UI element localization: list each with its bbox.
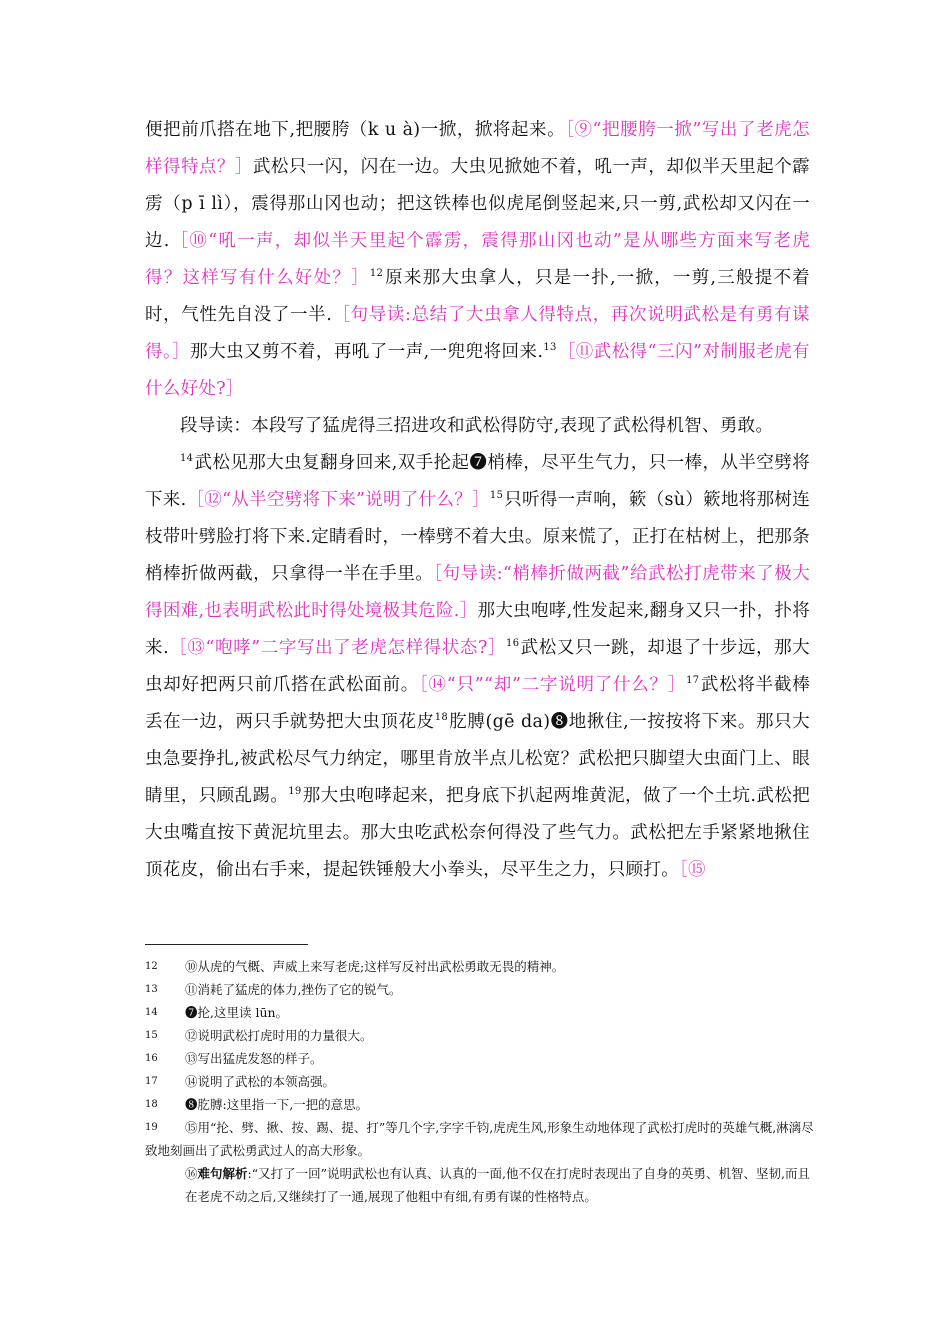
footnote-ref: 14 — [180, 453, 194, 465]
footnote — [145, 1047, 815, 1070]
footnote-number: 12 — [145, 961, 158, 972]
footnote-number: 17 — [145, 1076, 158, 1087]
footnote-ref: 19 — [288, 786, 302, 798]
footnote-text: ⑬写出猛虎发怒的样子。 — [185, 1051, 323, 1066]
body-run: 那大虫咆哮起来，把身底下扒起两堆黄泥，做了一个土坑.武松把大虫嘴直按下黄泥坑里去。那大虫吃武松奈何得没了些气力。武松把左手紧紧地揪住顶花皮，偷出右手来，提起铁锤般大小拳头，尽平生之力，只顾打。 — [145, 786, 810, 880]
footnote-number: 13 — [145, 984, 158, 995]
guide-question: ［⑬“咆哮”二字写出了老虎怎样得状态?］ — [168, 638, 507, 658]
body-run: 武松将半截棒丢在一边，两只手就势把大虫顶花皮 — [145, 675, 810, 732]
footnote — [145, 1070, 815, 1093]
main-text — [145, 112, 810, 889]
body-run: 肐膊(gē da)❽地揪住,一按按将下来。那只大虫急要挣扎,被武松尽气力纳定，哪里肯放半点儿松宽？武松把只脚望大虫面门上、眼睛里，只顾乱踢。 — [145, 712, 810, 806]
footnote-text: ❽肐膊:这里指一下,一把的意思。 — [185, 1097, 369, 1112]
guide-question: ［⑩“吼一声，却似半天里起个霹雳，震得那山冈也动”是从哪些方面来写老虎得？这样写有什么好处？］ — [145, 231, 810, 288]
footnote-ref: 17 — [686, 675, 700, 687]
body-run: 武松只一闪，闪在一边。大虫见掀她不着，吼一声，却似半天里起个霹雳（p ī lì），震得那山冈也动；把这铁棒也似虎尾倒竖起来,只一剪,武松却又闪在一边. — [145, 157, 810, 251]
footnotes — [145, 955, 815, 1208]
body-run: 便把前爪搭在地下,把腰胯（k u à)一掀，掀将起来。 — [145, 120, 566, 140]
footnote — [145, 978, 815, 1001]
footnote-text: ⑫说明武松打虎时用的力量很大。 — [185, 1028, 373, 1043]
note-lead: ⑯ — [185, 1166, 198, 1181]
footnote-number: 16 — [145, 1053, 158, 1064]
footnote-text: ⑩从虎的气概、声威上来写老虎;这样写反衬出武松勇敢无畏的精神。 — [185, 959, 565, 974]
guide-question: ［句导读:“梢棒折做两截”给武松打虎带来了极大得困难,也表明武松此时得处境极其危险.］ — [145, 564, 810, 621]
paragraph — [145, 408, 810, 445]
difficult-sentence-note — [145, 1162, 815, 1208]
footnote — [145, 1093, 815, 1116]
guide-question: ［句导读:总结了大虫拿人得特点，再次说明武松是有勇有谋得。］ — [145, 305, 810, 362]
footnote-number: 18 — [145, 1099, 158, 1110]
paragraph — [145, 445, 810, 889]
footnote — [145, 1116, 815, 1162]
note-text: :“又打了一回”说明武松也有认真、认真的一面,他不仅在打虎时表现出了自身的英勇、机智、坚韧,而且在老虎不动之后,又继续打了一通,展现了他粗中有细,有勇有谋的性格特点。 — [185, 1166, 810, 1204]
footnote-number: 14 — [145, 1007, 158, 1018]
footnote-text: ❼抡,这里读 lūn。 — [185, 1005, 289, 1020]
footnote-text: ⑪消耗了猛虎的体力,挫伤了它的锐气。 — [185, 982, 402, 997]
footnote-divider — [145, 944, 308, 945]
footnote-ref: 18 — [434, 712, 449, 724]
footnote-ref: 13 — [543, 342, 557, 354]
footnote-text: ⑭说明了武松的本领高强。 — [185, 1074, 336, 1089]
paragraph — [145, 112, 810, 408]
footnote-ref: 16 — [506, 638, 520, 650]
footnote-number: 19 — [145, 1122, 158, 1133]
footnote — [145, 1024, 815, 1047]
footnote-ref: 15 — [489, 490, 504, 502]
body-run: 原来那大虫拿人，只是一扑,一掀，一剪,三般提不着时，气性先自没了一半. — [145, 268, 810, 325]
footnote — [145, 1001, 815, 1024]
body-run: 那大虫又剪不着，再吼了一声,一兜兜将回来. — [190, 342, 544, 362]
guide-question: ［⑭“只”“却”二字说明了什么？］ — [418, 675, 687, 695]
body-run: 那大虫咆哮,性发起来,翻身又只一扑，扑将来. — [145, 601, 811, 658]
guide-question: ［⑮ — [679, 860, 706, 880]
footnote-ref: 12 — [369, 268, 384, 280]
footnote — [145, 955, 815, 978]
body-run: 武松见那大虫复翻身回来,双手抡起❼梢棒，尽平生气力，只一棒，从半空劈将下来. — [145, 453, 810, 510]
guide-question: ［⑪武松得“三闪”对制服老虎有什么好处?］ — [145, 342, 810, 399]
note-label: 难句解析 — [197, 1166, 248, 1181]
body-run: 只听得一声响，簌（sù）簌地将那树连枝带叶劈脸打将下来.定睛看时，一棒劈不着大虫。原来慌了，正打在枯树上，把那条梢棒折做两截，只拿得一半在手里。 — [145, 490, 810, 584]
footnote-text: ⑮用“抡、劈、揪、按、踢、提、打”等几个字,字字千钧,虎虎生风,形象生动地体现了武松打虎时的英雄气概,淋漓尽致地刻画出了武松勇武过人的高大形象。 — [145, 1120, 814, 1158]
guide-question: ［⑫“从半空劈将下来”说明了什么？］ — [186, 490, 490, 510]
footnote-number: 15 — [145, 1030, 158, 1041]
body-run: 段导读：本段写了猛虎得三招进攻和武松得防守,表现了武松得机智、勇敢。 — [180, 416, 774, 436]
guide-question: ［⑨“把腰胯一掀”写出了老虎怎样得特点？］ — [145, 120, 810, 177]
body-run: 武松又只一跳，却退了十步远，那大虫却好把两只前爪搭在武松面前。 — [145, 638, 810, 695]
